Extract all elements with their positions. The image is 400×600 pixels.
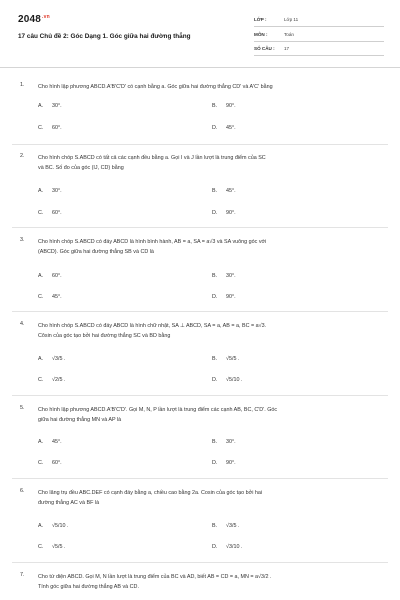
option-value: 60°.: [52, 125, 62, 131]
question-text: [38, 237, 378, 257]
option-letter: D.: [212, 460, 218, 466]
meta-value: Lớp 11: [284, 17, 299, 22]
question-number: 5.: [20, 405, 25, 411]
option-letter: B.: [212, 188, 218, 194]
option-b[interactable]: [212, 523, 239, 529]
option-value: 45°.: [226, 188, 236, 194]
option-c[interactable]: [38, 210, 62, 216]
option-b[interactable]: [212, 188, 236, 194]
option-letter: D.: [212, 294, 218, 300]
question-number: 1.: [20, 82, 25, 88]
question-line: đường thẳng AC và BF là: [38, 500, 100, 506]
option-value: 90°.: [226, 103, 236, 109]
option-letter: B.: [212, 103, 218, 109]
option-d[interactable]: [212, 294, 236, 300]
question-line: Cho hình chóp S.ABCD có đáy ABCD là hình bình hành, AB = a, SA = a√3 và SA vuông góc với: [38, 239, 267, 245]
meta-label: MÔN :: [254, 32, 268, 37]
question-divider: [12, 478, 388, 479]
question-line: Cho hình chóp S.ABCD có đáy ABCD là hình chữ nhật, SA ⊥ ABCD, SA = a, AB = a, BC = a√3.: [38, 323, 267, 329]
question-line: Cho tứ diện ABCD. Gọi M, N lần lượt là trung điểm của BC và AD, biết AB = CD = a, MN = a√3/2 .: [38, 574, 272, 580]
option-letter: C.: [38, 125, 44, 131]
option-d[interactable]: [212, 125, 236, 131]
site-logo-suffix: .vn: [42, 14, 50, 20]
option-letter: C.: [38, 460, 44, 466]
option-letter: D.: [212, 377, 218, 383]
option-a[interactable]: [38, 356, 65, 362]
option-value: √5/10 .: [226, 377, 243, 383]
site-logo[interactable]: $2048^{.vn}$: [18, 14, 50, 25]
option-value: √2/5 .: [52, 377, 66, 383]
meta-row-count: [254, 45, 384, 56]
option-letter: C.: [38, 544, 44, 550]
option-letter: A.: [38, 188, 44, 194]
question-line: Côsin của góc tạo bởi hai đường thẳng SC và BD bằng: [38, 333, 171, 339]
question-text: [38, 405, 378, 425]
header-divider: [0, 67, 400, 68]
question-divider: [12, 311, 388, 312]
option-c[interactable]: [38, 125, 62, 131]
question-divider: [12, 395, 388, 396]
option-letter: C.: [38, 210, 44, 216]
option-value: 30°.: [226, 439, 236, 445]
option-letter: D.: [212, 125, 218, 131]
question-line: Tính góc giữa hai đường thẳng AB và CD.: [38, 584, 139, 590]
option-value: √5/10 .: [52, 523, 69, 529]
option-a[interactable]: [38, 103, 62, 109]
option-value: 60°.: [52, 460, 62, 466]
option-letter: B.: [212, 523, 218, 529]
question-text: [38, 153, 378, 173]
question-line: và BC. Số đo của góc (IJ, CD) bằng: [38, 165, 124, 171]
option-b[interactable]: [212, 439, 236, 445]
option-letter: A.: [38, 523, 44, 529]
question-number: 7.: [20, 572, 25, 578]
question-number: 3.: [20, 237, 25, 243]
question-line: Cho hình lập phương ABCD.A'B'C'D' có cạnh bằng a. Góc giữa hai đường thẳng CD' và A'C' bằng: [38, 84, 273, 90]
question-divider: [12, 562, 388, 563]
option-letter: B.: [212, 273, 218, 279]
question-line: giữa hai đường thẳng MN và AP là: [38, 417, 122, 423]
option-value: 30°.: [52, 103, 62, 109]
option-d[interactable]: [212, 460, 236, 466]
option-letter: A.: [38, 356, 44, 362]
option-value: 30°.: [52, 188, 62, 194]
question-line: Cho hình chóp S.ABCD có tất cả các cạnh đều bằng a. Gọi I và J lần lượt là trung điểm của SC: [38, 155, 266, 161]
option-value: √3/5 .: [52, 356, 66, 362]
option-value: √5/5 .: [52, 544, 66, 550]
option-a[interactable]: [38, 439, 62, 445]
option-value: 90°.: [226, 294, 236, 300]
option-letter: C.: [38, 377, 44, 383]
option-letter: A.: [38, 439, 44, 445]
question-text: [38, 82, 378, 92]
option-c[interactable]: [38, 544, 65, 550]
question-divider: [12, 144, 388, 145]
option-b[interactable]: [212, 103, 236, 109]
meta-value: 17: [284, 46, 290, 51]
meta-value: Toán: [284, 32, 294, 37]
question-number: 4.: [20, 321, 25, 327]
meta-label: LỚP :: [254, 17, 267, 22]
option-c[interactable]: [38, 460, 62, 466]
document-title: 17 câu Chủ đề 2: Góc Dạng 1. Góc giữa hai đường thẳng: [18, 33, 191, 40]
question-text: [38, 488, 378, 508]
option-letter: B.: [212, 356, 218, 362]
meta-label: SỐ CÂU :: [254, 46, 275, 51]
option-a[interactable]: [38, 273, 62, 279]
option-a[interactable]: [38, 188, 62, 194]
question-divider: [12, 227, 388, 228]
option-letter: A.: [38, 103, 44, 109]
question-text: [38, 321, 378, 341]
option-c[interactable]: [38, 377, 65, 383]
option-letter: C.: [38, 294, 44, 300]
option-letter: B.: [212, 439, 218, 445]
question-line: (ABCD). Góc giữa hai đường thẳng SB và CD là: [38, 249, 154, 255]
option-letter: A.: [38, 273, 44, 279]
document-header: [0, 0, 400, 64]
question-text: [38, 572, 378, 592]
option-d[interactable]: [212, 210, 236, 216]
question-line: Cho lăng trụ đều ABC.DEF có cạnh đáy bằng a, chiều cao bằng 2a. Cosin của góc tạo bởi hai: [38, 490, 263, 496]
question-line: Cho hình lập phương ABCD.A'B'C'D'. Gọi M, N, P lần lượt là trung điểm các cạnh AB, BC, C'D'. Góc: [38, 407, 278, 413]
option-d[interactable]: [212, 544, 242, 550]
meta-row-subject: [254, 31, 384, 42]
option-letter: D.: [212, 544, 218, 550]
option-b[interactable]: [212, 356, 239, 362]
option-value: 45°.: [52, 294, 62, 300]
option-value: 90°.: [226, 210, 236, 216]
option-value: 60°.: [52, 273, 62, 279]
option-value: 45°.: [52, 439, 62, 445]
option-c[interactable]: [38, 294, 62, 300]
option-value: √5/5 .: [226, 356, 240, 362]
option-value: √3/10 .: [226, 544, 243, 550]
question-number: 2.: [20, 153, 25, 159]
question-number: 6.: [20, 488, 25, 494]
meta-row-class: [254, 16, 384, 27]
option-value: 30°.: [226, 273, 236, 279]
option-b[interactable]: [212, 273, 236, 279]
option-value: √3/5 .: [226, 523, 240, 529]
option-value: 45°.: [226, 125, 236, 131]
option-letter: D.: [212, 210, 218, 216]
option-a[interactable]: [38, 523, 68, 529]
option-d[interactable]: [212, 377, 242, 383]
option-value: 60°.: [52, 210, 62, 216]
option-value: 90°.: [226, 460, 236, 466]
